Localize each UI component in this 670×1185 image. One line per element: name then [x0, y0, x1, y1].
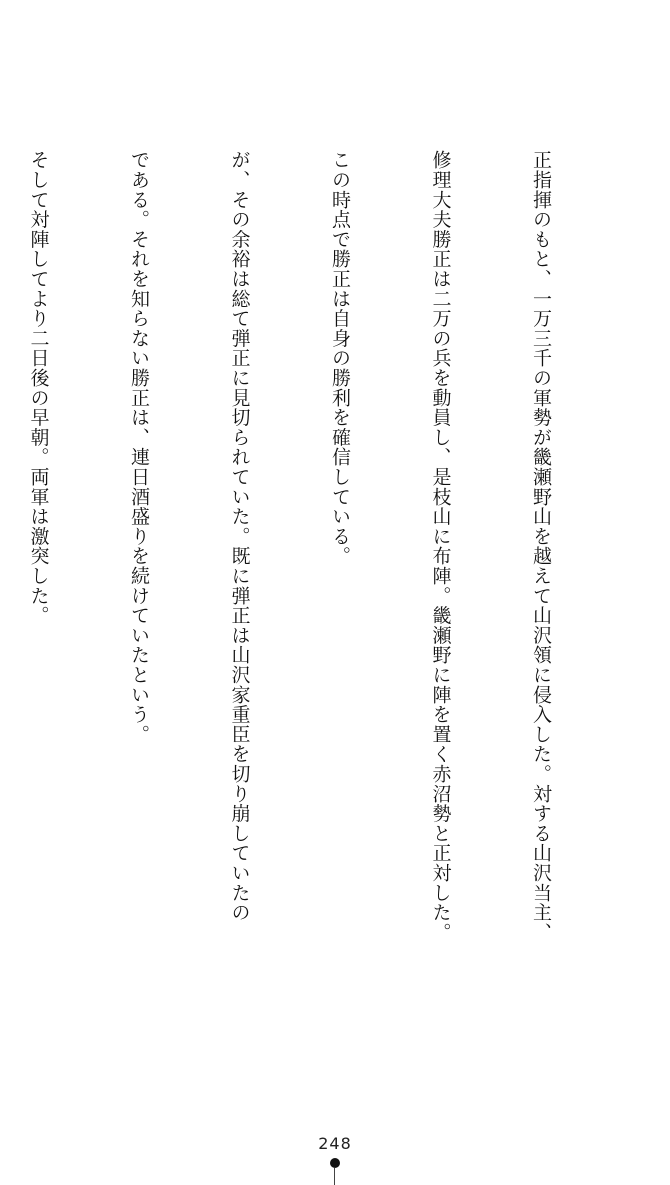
text-line-2: 修理大夫勝正は二万の兵を動員し、是枝山に布陣。畿瀬野に陣を置く赤沼勢と正対した。 [429, 150, 452, 942]
text-line-4: が、その余裕は総て弾正に見切られていた。既に弾正は山沢家重臣を切り崩していたの [228, 150, 251, 923]
page-marker-line [334, 1168, 335, 1185]
page-number: 248 [318, 1134, 352, 1153]
text-line-6: そして対陣してより二日後の早朝。両軍は激突した。 [27, 150, 50, 626]
text-line-5: である。それを知らない勝正は、連日酒盛りを続けていたという。 [128, 150, 150, 744]
text-line-3: この時点で勝正は自身の勝利を確信している。 [329, 150, 351, 566]
page-marker-dot [330, 1158, 340, 1168]
text-line-1: 正指揮のもと、一万三千の軍勢が畿瀬野山を越えて山沢領に侵入した。対する山沢当主、 [530, 150, 552, 942]
vertical-text-body [27, 150, 624, 980]
